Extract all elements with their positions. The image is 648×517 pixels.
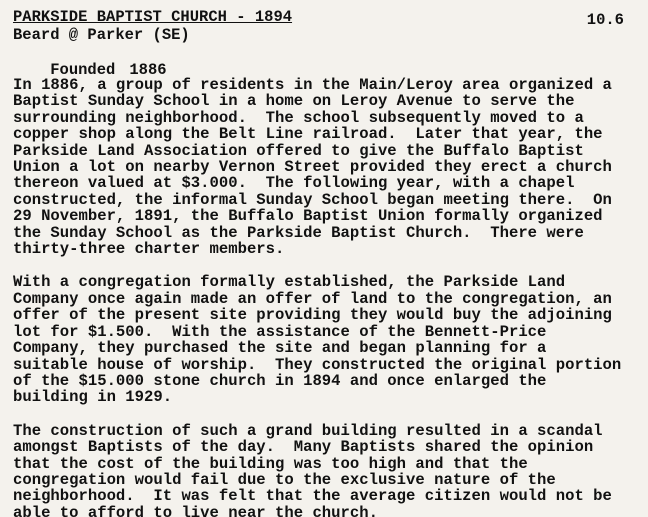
paragraph-line: amongst Baptists of the day. Many Baptists shared the opinion bbox=[13, 438, 594, 457]
paragraph-line: able to afford to live near the church. bbox=[13, 503, 378, 517]
paragraph-scandal bbox=[13, 423, 641, 517]
paragraph-line: building in 1929. bbox=[13, 388, 173, 407]
paragraph-line: that the cost of the building was too high and that the bbox=[13, 454, 528, 473]
paragraph-congregation bbox=[13, 274, 641, 405]
paragraph-line: The construction of such a grand building resulted in a scandal bbox=[13, 421, 603, 440]
document-title: PARKSIDE BAPTIST CHURCH - 1894 bbox=[13, 8, 293, 26]
paragraph-line: congregation would fail due to the exclusive nature of the bbox=[13, 470, 556, 489]
paragraph-line: Parkside Land Association offered to give the Buffalo Baptist bbox=[13, 141, 584, 160]
paragraph-history bbox=[13, 77, 641, 257]
paragraph-line: suitable house of worship. They constructed the original portion bbox=[13, 355, 622, 374]
paragraph-line: lot for $1.500. With the assistance of the Bennett-Price bbox=[13, 322, 547, 341]
document-body bbox=[13, 77, 641, 517]
paragraph-line: In 1886, a group of residents in the Main/Leroy area organized a bbox=[13, 76, 612, 94]
paragraph-line: the Sunday School as the Parkside Baptist Church. There were bbox=[13, 223, 584, 242]
paragraph-line: With a congregation formally established, the Parkside Land bbox=[13, 273, 566, 292]
paragraph-line: Union a lot on nearby Vernon Street provided they erect a church bbox=[13, 158, 612, 177]
paragraph-line: Company once again made an offer of land to the congregation, an bbox=[13, 289, 612, 308]
paragraph-line: surrounding neighborhood. The school subsequently moved to a bbox=[13, 108, 584, 127]
paragraph-line: Baptist Sunday School in a home on Leroy Avenue to serve the bbox=[13, 92, 575, 111]
paragraph-line: of the $15.000 stone church in 1894 and once enlarged the bbox=[13, 371, 547, 390]
church-location: Beard @ Parker (SE) bbox=[13, 26, 190, 44]
paragraph-line: thirty-three charter members. bbox=[13, 240, 285, 259]
founded-year: 1886 bbox=[129, 61, 167, 79]
paragraph-line: copper shop along the Belt Line railroad. Later that year, the bbox=[13, 125, 603, 144]
paragraph-line: constructed, the informal Sunday School began meeting there. On bbox=[13, 190, 612, 209]
paragraph-line: neighborhood. It was felt that the average citizen would not be bbox=[13, 487, 612, 506]
paragraph-line: offer of the present site providing they would buy the adjoining bbox=[13, 306, 612, 325]
paragraph-line: Company, they purchased the site and began planning for a bbox=[13, 339, 547, 358]
paragraph-line: 29 November, 1891, the Buffalo Baptist Union formally organized bbox=[13, 207, 603, 226]
founded-label: Founded bbox=[50, 61, 116, 79]
page-number: 10.6 bbox=[586, 11, 624, 29]
paragraph-line: thereon valued at $3.000. The following year, with a chapel bbox=[13, 174, 575, 193]
